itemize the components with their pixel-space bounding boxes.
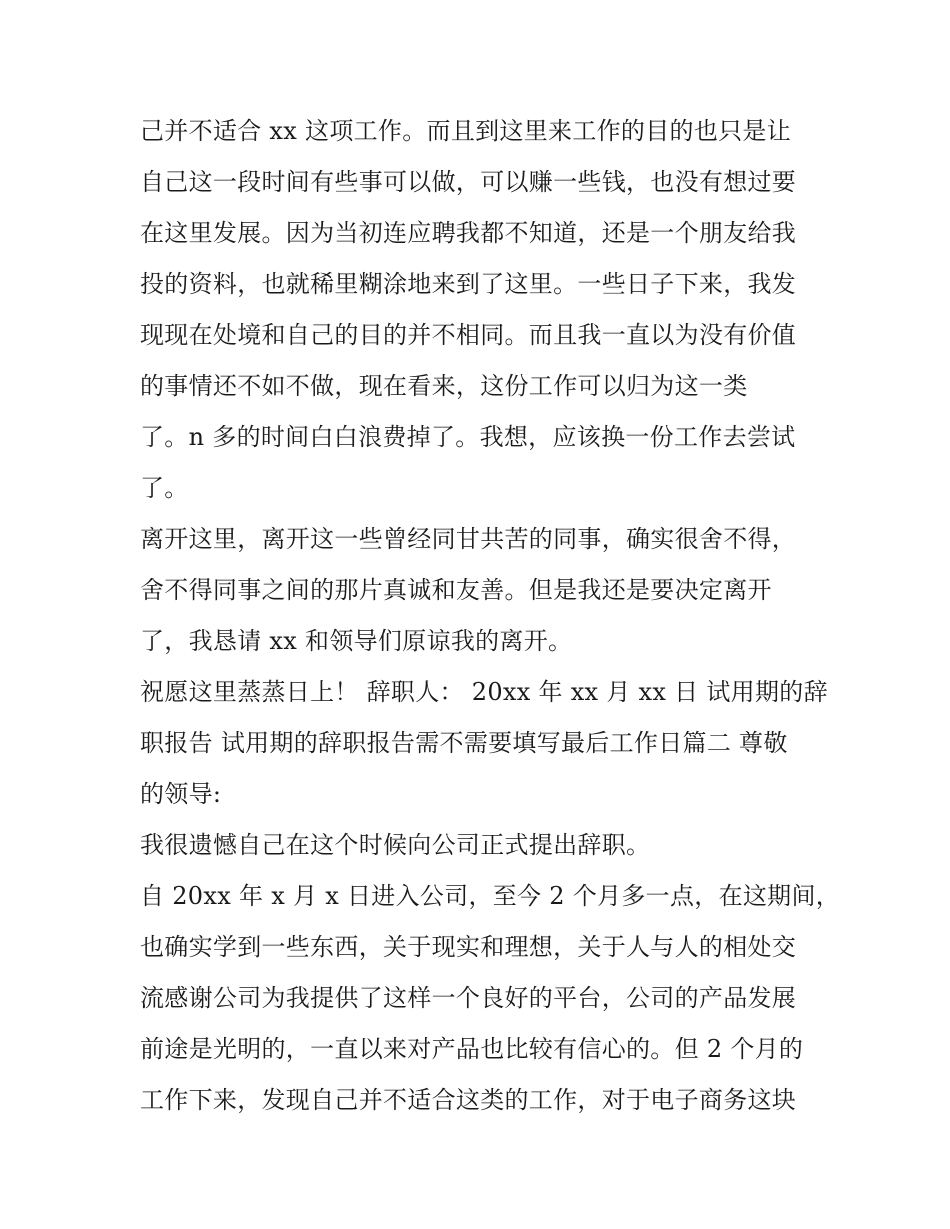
text-line: 工作下来，发现自己并不适合这类的工作，对于电子商务这块 xyxy=(140,1086,797,1114)
text-line: 也确实学到一些东西，关于现实和理想，关于人与人的相处交 xyxy=(140,933,797,961)
text-line: 在这里发展。因为当初连应聘我都不知道，还是一个朋友给我 xyxy=(140,219,797,247)
text-line: 了，我恳请 xx 和领导们原谅我的离开。 xyxy=(140,627,573,655)
text-line: 职报告 试用期的辞职报告需不需要填写最后工作日篇二 尊敬 xyxy=(140,729,788,757)
text-line: 了。n 多的时间白白浪费掉了。我想，应该换一份工作去尝试 xyxy=(140,423,796,451)
document-body xyxy=(140,106,841,1126)
text-line: 了。 xyxy=(140,474,189,502)
text-line: 离开这里，离开这一些曾经同甘共苦的同事，确实很舍不得， xyxy=(140,525,797,553)
text-line: 己并不适合 xx 这项工作。而且到这里来工作的目的也只是让 xyxy=(140,117,792,145)
text-line: 我很遗憾自己在这个时候向公司正式提出辞职。 xyxy=(140,831,651,859)
text-line: 流感谢公司为我提供了这样一个良好的平台，公司的产品发展 xyxy=(140,984,797,1012)
text-line: 前途是光明的，一直以来对产品也比较有信心的。但 2 个月的 xyxy=(140,1035,804,1063)
text-line: 的领导: xyxy=(140,780,222,808)
text-line: 投的资料，也就稀里糊涂地来到了这里。一些日子下来，我发 xyxy=(140,270,797,298)
text-line: 舍不得同事之间的那片真诚和友善。但是我还是要决定离开 xyxy=(140,576,772,604)
text-line: 自 20xx 年 x 月 x 日进入公司，至今 2 个月多一点，在这期间， xyxy=(140,882,841,910)
text-line: 现现在处境和自己的目的并不相同。而且我一直以为没有价值 xyxy=(140,321,797,349)
text-line: 的事情还不如不做，现在看来，这份工作可以归为这一类 xyxy=(140,372,748,400)
text-line: 祝愿这里蒸蒸日上！ 辞职人： 20xx 年 xx 月 xx 日 试用期的辞 xyxy=(140,678,828,706)
text-line: 自己这一段时间有些事可以做，可以赚一些钱，也没有想过要 xyxy=(140,168,797,196)
